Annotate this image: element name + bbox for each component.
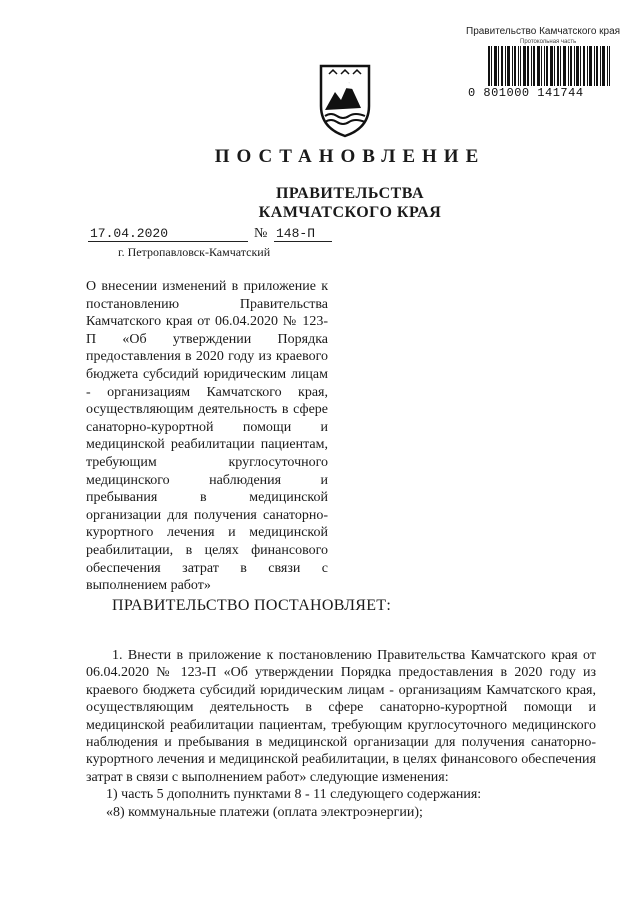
stamp-organization: Правительство Камчатского края: [466, 26, 621, 37]
issuer-line-1: ПРАВИТЕЛЬСТВА: [275, 185, 425, 202]
list-item-1: 1) часть 5 дополнить пунктами 8 - 11 следующего содержания:: [106, 787, 482, 803]
issuer-line-2: КАМЧАТСКОГО КРАЯ: [258, 204, 442, 221]
document-subject: О внесении изменений в приложение к постановлению Правительства Камчатского края от 06.04.2020 № 123-П «Об утверждении Порядка предоставления в 2020 году из краевого бюджета субсидий юридическим лицам - организациям Камчатского края, осуществляющим деятельность в сфере санаторно-курортной помощи и медицинской реабилитации пациентам, требующим круглосуточного медицинского наблюдения и пребывания в медицинской организации для получения санаторно-курортного лечения и медицинской реабилитации, в целях финансового обеспечения затрат в связи с выполнением работ»: [86, 279, 328, 594]
document-title: ПОСТАНОВЛЕНИЕ: [214, 146, 486, 167]
stamp-subtitle: Протокольная часть: [520, 39, 577, 45]
barcode-number: 0 801000 141744: [468, 86, 584, 100]
list-item-2: «8) коммунальные платежи (оплата электроэнергии);: [106, 804, 423, 820]
number-underline: [274, 241, 332, 242]
city-name: г. Петропавловск-Камчатский: [118, 245, 271, 259]
number-sign: №: [254, 226, 268, 241]
decree-heading: ПРАВИТЕЛЬСТВО ПОСТАНОВЛЯЕТ:: [112, 597, 392, 614]
coat-of-arms-emblem: [317, 62, 373, 138]
document-number: 148-П: [276, 226, 316, 241]
document-body: [86, 647, 596, 821]
date-underline: [88, 241, 248, 242]
paragraph-1: 1. Внести в приложение к постановлению Правительства Камчатского края от 06.04.2020 № 123-П «Об утверждении Порядка предоставления в 2020 году из краевого бюджета субсидий юридическим лицам - организациям Камчатского края, осуществляющим деятельность в сфере санаторно-курортной помощи и медицинской реабилитации пациентам, требующим круглосуточного медицинского наблюдения и пребывания в медицинской организации для получения санаторно-курортного лечения и медицинской реабилитации, в целях финансового обеспечения затрат в связи с выполнением работ» следующие изменения:: [86, 648, 596, 785]
barcode: [488, 46, 610, 86]
document-date: 17.04.2020: [90, 226, 169, 241]
